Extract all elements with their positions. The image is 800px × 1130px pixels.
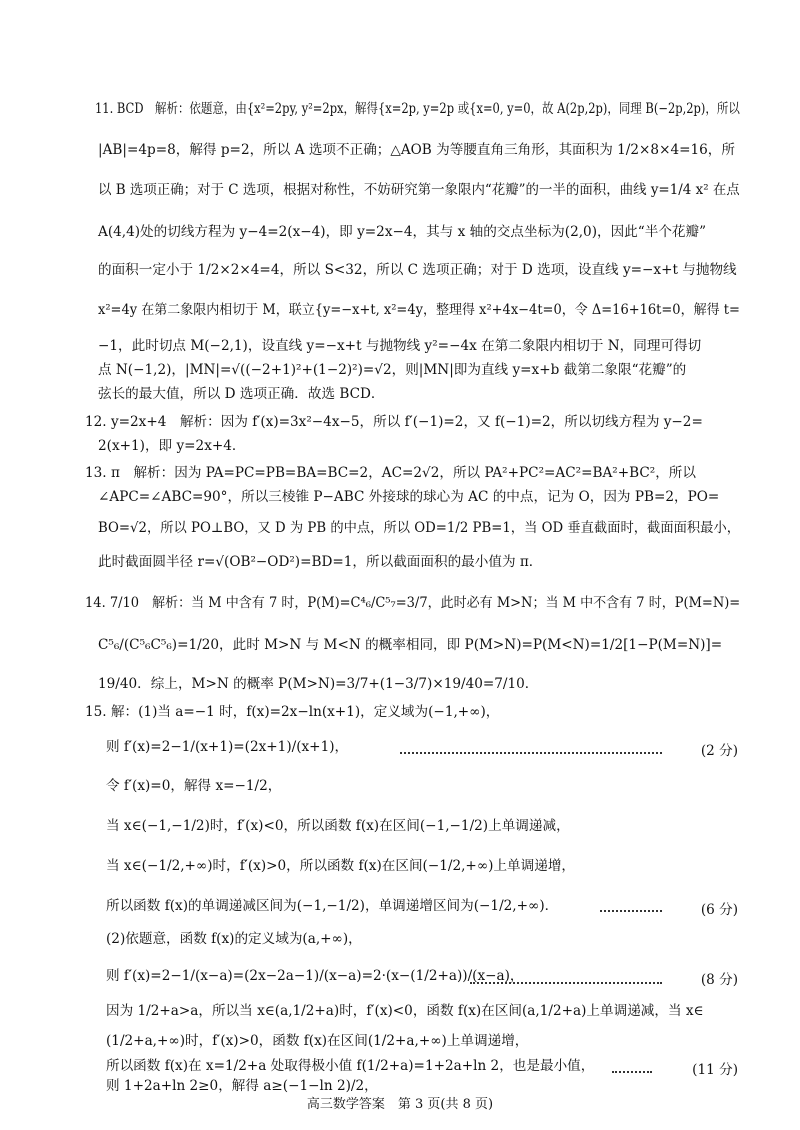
text-line: −1，此时切点 M(−2,1)，设直线 y=−x+t 与抛物线 y²=−4x 在第二象限内相切于 N，同理可得切 (98, 338, 702, 354)
text-line: 12. y=2x+4 解析：因为 f′(x)=3x²−4x−5，所以 f′(−1)=2，又 f(−1)=2，所以切线方程为 y−2= (85, 414, 703, 430)
leader-dots (600, 910, 662, 912)
text-line: 19/40．综上，M>N 的概率 P(M>N)=3/7+(1−3/7)×19/40=7/10． (98, 676, 539, 692)
text-line: 弦长的最大值，所以 D 选项正确．故选 BCD． (98, 386, 385, 402)
text-line: (2)依题意，函数 f(x)的定义域为(a,+∞)， (106, 931, 362, 947)
text-line: 15. 解：(1)当 a=−1 时，f(x)=2x−ln(x+1)，定义域为(−1,+∞)， (85, 704, 500, 720)
text-line: 当 x∈(−1/2,+∞)时，f′(x)>0，所以函数 f(x)在区间(−1/2,+∞)上单调递增， (106, 858, 576, 874)
score-mark: (2 分) (700, 743, 738, 759)
text-line: 13. π 解析：因为 PA=PC=PB=BA=BC=2，AC=2√2，所以 PA²+PC²=AC²=BA²+BC²，所以 (85, 465, 696, 481)
text-line: 以 B 选项正确；对于 C 选项，根据对称性，不妨研究第一象限内“花瓣”的一半的面积，曲线 y=1/4 x² 在点 (98, 182, 740, 198)
text-line: 的面积一定小于 1/2×2×4=4，所以 S<32，所以 C 选项正确；对于 D 选项，设直线 y=−x+t 与抛物线 (98, 262, 737, 278)
score-mark: (8 分) (700, 972, 738, 988)
text-line: 则 1+2a+ln 2≥0，解得 a≥(−1−ln 2)/2， (106, 1078, 378, 1094)
leader-dots (470, 982, 662, 984)
text-line: 此时截面圆半径 r=√(OB²−OD²)=BD=1，所以截面面积的最小值为 π． (98, 554, 543, 570)
text-line: 所以函数 f(x)在 x=1/2+a 处取得极小值 f(1/2+a)=1+2a+ln 2，也是最小值， (106, 1058, 595, 1074)
text-line: 则 f′(x)=2−1/(x−a)=(2x−2a−1)/(x−a)=2·(x−(1/2+a))/(x−a)， (106, 968, 524, 984)
text-line: ∠APC=∠ABC=90°，所以三棱锥 P−ABC 外接球的球心为 AC 的中点，记为 O，因为 PB=2，PO= (98, 489, 720, 505)
text-line: BO=√2，所以 PO⊥BO，又 D 为 PB 的中点，所以 OD=1/2 PB=1，当 OD 垂直截面时，截面面积最小， (98, 520, 741, 536)
page-footer: 高三数学答案 第 3 页(共 8 页) (306, 1097, 494, 1112)
score-mark: (6 分) (700, 902, 738, 918)
text-line: 当 x∈(−1,−1/2)时，f′(x)<0，所以函数 f(x)在区间(−1,−1/2)上单调递减， (106, 818, 570, 834)
text-line: 14. 7/10 解析：当 M 中含有 7 时，P(M)=C⁴₆/C⁵₇=3/7，此时必有 M>N；当 M 中不含有 7 时，P(M=N)= (85, 595, 741, 611)
text-line: 2(x+1)，即 y=2x+4． (98, 438, 246, 454)
text-line: |AB|=4p=8，解得 p=2，所以 A 选项不正确；△AOB 为等腰直角三角形，其面积为 1/2×8×4=16，所 (98, 142, 735, 158)
leader-dots (400, 752, 662, 754)
text-line: 点 N(−1,2)，|MN|=√((−2+1)²+(1−2)²)=√2，则|MN|即为直线 y=x+b 截第二象限“花瓣”的 (98, 362, 687, 378)
text-line: C⁵₆/(C⁵₆C⁵₆)=1/20，此时 M>N 与 M<N 的概率相同，即 P(M>N)=P(M<N)=1/2[1−P(M=N)]= (98, 637, 723, 653)
score-mark: (11 分) (692, 1062, 738, 1078)
leader-dots (612, 1071, 652, 1073)
text-line: (1/2+a,+∞)时，f′(x)>0，函数 f(x)在区间(1/2+a,+∞)上单调递增， (106, 1033, 529, 1049)
text-line: 11. BCD 解析：依题意，由{x²=2py, y²=2px，解得{x=2p, y=2p 或{x=0, y=0，故 A(2p,2p)，同理 B(−2p,2p)，所以 (95, 101, 740, 117)
text-line: 则 f′(x)=2−1/(x+1)=(2x+1)/(x+1)， (106, 739, 349, 755)
text-line: A(4,4)处的切线方程为 y−4=2(x−4)，即 y=2x−4，其与 x 轴的交点坐标为(2,0)，因此“半个花瓣” (98, 224, 707, 240)
text-line: 所以函数 f(x)的单调递减区间为(−1,−1/2)，单调递增区间为(−1/2,+∞)． (106, 898, 559, 914)
text-line: 令 f′(x)=0，解得 x=−1/2， (106, 778, 282, 794)
text-line: x²=4y 在第二象限内相切于 M，联立{y=−x+t, x²=4y，整理得 x²+4x−4t=0，令 Δ=16+16t=0，解得 t= (98, 302, 740, 318)
text-line: 因为 1/2+a>a，所以当 x∈(a,1/2+a)时，f′(x)<0，函数 f(x)在区间(a,1/2+a)上单调递减，当 x∈ (106, 1003, 704, 1019)
